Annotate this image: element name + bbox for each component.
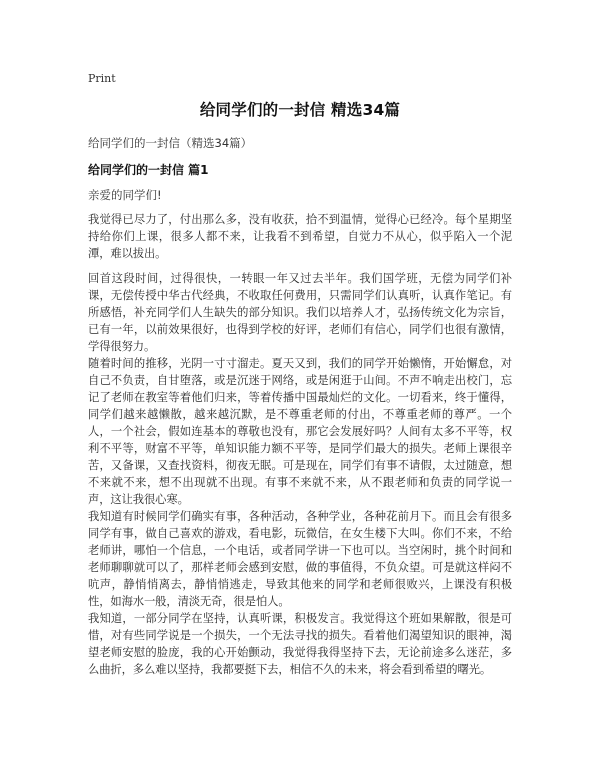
paragraph-3: 随着时间的推移，光阴一寸寸溜走。夏天又到，我们的同学开始懒惰，开始懈怠，对自己不负责，自甘堕落，或是沉迷于网络，或是闲逛于山间。不声不响走出校门，忘记了老师在教室等着他们归来，等着传播中国最灿烂的文化。一切看来，终于懂得，同学们越来越懒散，越来越沉默，是不尊重老师的付出，不尊重老师的尊严。一个人，一个社会，假如连基本的尊敬也没有，那它会发展好吗？人间有太多不平等，权利不平等，财富不平等，单知识能力额不平等，是同学们最大的损失。老师上课很辛苦，又备课，又查找资料，彻夜无眠。可是现在，同学们有事不请假，太过随意，想不来就不来，想不出现就不出现。有事不来就不来，从不跟老师和负责的同学说一声，这让我很心寒。 [88,357,512,506]
print-link[interactable]: Print [88,72,116,85]
paragraph-5: 我知道，一部分同学在坚持，认真听课，积极发言。我觉得这个班如果解散，很是可惜，对有些同学说是一个损失，一个无法寻找的损失。看着他们渴望知识的眼神，渴望老师安慰的脸庞，我的心开始颤动，我觉得我得坚持下去，无论前途多么迷茫，多么曲折，多么难以坚持，我都要挺下去，相信不久的未来，将会看到希望的曙光。 [88,612,512,676]
page-title: 给同学们的一封信 精选34篇 [199,101,401,119]
greeting: 亲爱的同学们! [88,188,162,202]
paragraph-1: 我觉得已尽力了，付出那么多，没有收获，拾不到温情，觉得心已经冷。每个星期坚持给你们上课，很多人都不来，让我看不到希望，自觉力不从心，似乎陷入一个泥潭，难以拔出。 [88,213,512,260]
subtitle: 给同学们的一封信（精选34篇） [88,136,253,150]
paragraph-4: 我知道有时候同学们确实有事，各种活动，各种学业，各种花前月下。而且会有很多同学有事，做自己喜欢的游戏，看电影，玩微信，在女生楼下大叫。你们不来，不给老师讲，哪怕一个信息，一个电话，或者同学讲一下也可以。当空闲时，挑个时间和老师聊聊就可以了，那样老师会感到安慰，做的事值得，不负众望。可是就这样闷不吭声，静悄悄离去，静悄悄逃走，导致其他来的同学和老师很败兴，上课没有积极性，如海水一般，清淡无奇，很是怕人。 [88,510,512,608]
paragraph-2: 回首这段时间，过得很快，一转眼一年又过去半年。我们国学班，无偿为同学们补课，无偿传授中华古代经典，不收取任何费用，只需同学们认真听，认真作笔记。有所感悟，补充同学们人生缺失的部分知识。我们以培养人才，弘扬传统文化为宗旨，已有一年，以前效果很好，也得到学校的好评，老师们有信心，同学们也很有激情，学得很努力。 [88,272,512,353]
section-heading: 给同学们的一封信 篇1 [88,163,209,177]
